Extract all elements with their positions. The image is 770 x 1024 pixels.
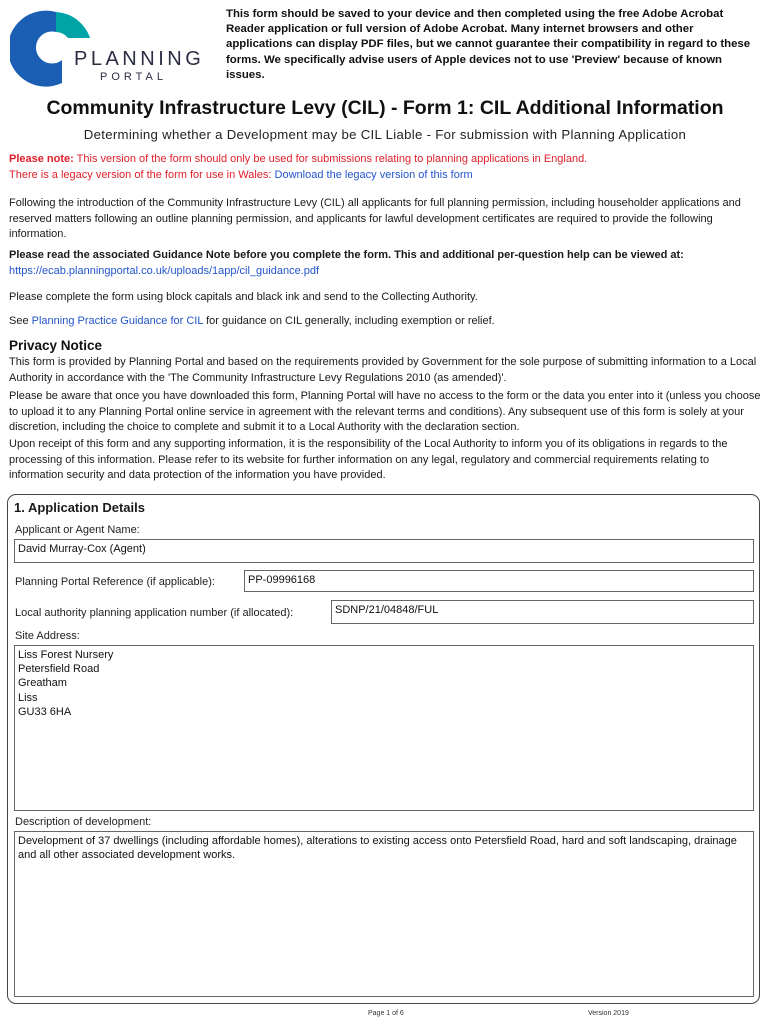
see-prefix: See xyxy=(9,315,32,327)
site-address-line: Petersfield Road xyxy=(18,663,100,676)
page-subtitle: Determining whether a Development may be CIL Liable - For submission with Planning Application xyxy=(83,127,687,142)
planning-portal-ref-field[interactable]: PP-09996168 xyxy=(244,570,754,592)
description-field[interactable]: Development of 37 dwellings (including affordable homes), alterations to existing access onto Petersfield Road, hard and soft landscaping, drainage and all other associated development works. xyxy=(14,831,754,997)
please-note-label: Please note: xyxy=(9,153,74,165)
logo-arc-blue xyxy=(10,11,62,87)
complete-instructions: Please complete the form using block capitals and black ink and send to the Collecting Authority. xyxy=(9,291,478,303)
logo-arc-teal xyxy=(56,12,90,38)
planning-portal-logo xyxy=(10,8,205,88)
site-address-label: Site Address: xyxy=(15,630,80,642)
description-label: Description of development: xyxy=(15,816,152,828)
privacy-heading: Privacy Notice xyxy=(9,338,103,353)
please-note-text: This version of the form should only be used for submissions relating to planning applications in England. xyxy=(73,153,588,165)
cil-guidance-link[interactable]: Planning Practice Guidance for CIL xyxy=(31,315,204,327)
form-version: Version 2019 xyxy=(588,1010,629,1017)
page-number: Page 1 of 6 xyxy=(368,1010,404,1017)
applicant-name-field[interactable]: David Murray-Cox (Agent) xyxy=(14,539,754,563)
page-title: Community Infrastructure Levy (CIL) - Form 1: CIL Additional Information xyxy=(46,97,724,119)
applicant-label: Applicant or Agent Name: xyxy=(15,524,140,536)
legacy-text: There is a legacy version of the form for use in Wales: xyxy=(9,168,275,181)
application-details-section xyxy=(7,494,760,1004)
see-suffix: for guidance on CIL generally, including exemption or relief. xyxy=(203,315,495,327)
please-note-block xyxy=(9,152,761,183)
privacy-paragraph-1: This form is provided by Planning Portal and based on the requirements provided by Government for the sole purpose of submitting information to a Local Authority in accordance with the 'The Community Infrastructure Levy Regulations 2010 (as amended)'. xyxy=(9,356,757,384)
privacy-paragraph-3: Upon receipt of this form and any supporting information, it is the responsibility of the Local Authority to inform you of its obligations in regards to the processing of this information. Please refer to its website for further information on any legal, regulatory and commercial requirements relating to information security and data protection of the information you have provided. xyxy=(9,438,728,481)
site-address-field[interactable] xyxy=(14,645,754,811)
legacy-form-link[interactable]: Download the legacy version of this form xyxy=(274,168,473,181)
privacy-paragraph-2: Please be aware that once you have downloaded this form, Planning Portal will have no access to the form or the data you enter into it (unless you choose to upload it to any Planning Portal online service in agreement with the relevant terms and conditions). Any subsequent use of this form is solely at your discretion, including the choice to complete and submit it to a Local Authority with the declaration section. xyxy=(9,390,761,433)
site-address-line: Greatham xyxy=(18,677,67,690)
logo-word-planning: PLANNING xyxy=(74,48,205,70)
guidance-url-link[interactable]: https://ecab.planningportal.co.uk/uploads/1app/cil_guidance.pdf xyxy=(9,264,320,277)
guidance-heading: Please read the associated Guidance Note before you complete the form. This and additional per-question help can be viewed at: xyxy=(9,249,684,261)
section-title: 1. Application Details xyxy=(14,500,145,515)
guidance-block xyxy=(9,248,761,279)
site-address-line: Liss Forest Nursery xyxy=(18,649,114,661)
logo-word-portal: PORTAL xyxy=(100,71,167,83)
la-application-number-field[interactable]: SDNP/21/04848/FUL xyxy=(331,600,754,624)
site-address-line: Liss xyxy=(18,691,38,704)
la-application-number-label: Local authority planning application number (if allocated): xyxy=(15,607,294,619)
planning-portal-ref-label: Planning Portal Reference (if applicable): xyxy=(15,576,215,588)
site-address-line: GU33 6HA xyxy=(18,705,72,718)
pdf-notice: This form should be saved to your device and then completed using the free Adobe Acrobat Reader application or full version of Adobe Acrobat. Many internet browsers and other applications can display PDF files, but we cannot guarantee their compatibility in regard to these forms. We specifically advise users of Apple devices not to use 'Preview' because of known issues. xyxy=(226,8,751,81)
see-guidance-line xyxy=(9,314,761,330)
intro-paragraph: Following the introduction of the Community Infrastructure Levy (CIL) all applicants for full planning permission, including householder applications and reserved matters following an outline planning permission, and applicants for lawful development certificates are required to provide the following information. xyxy=(9,197,741,240)
